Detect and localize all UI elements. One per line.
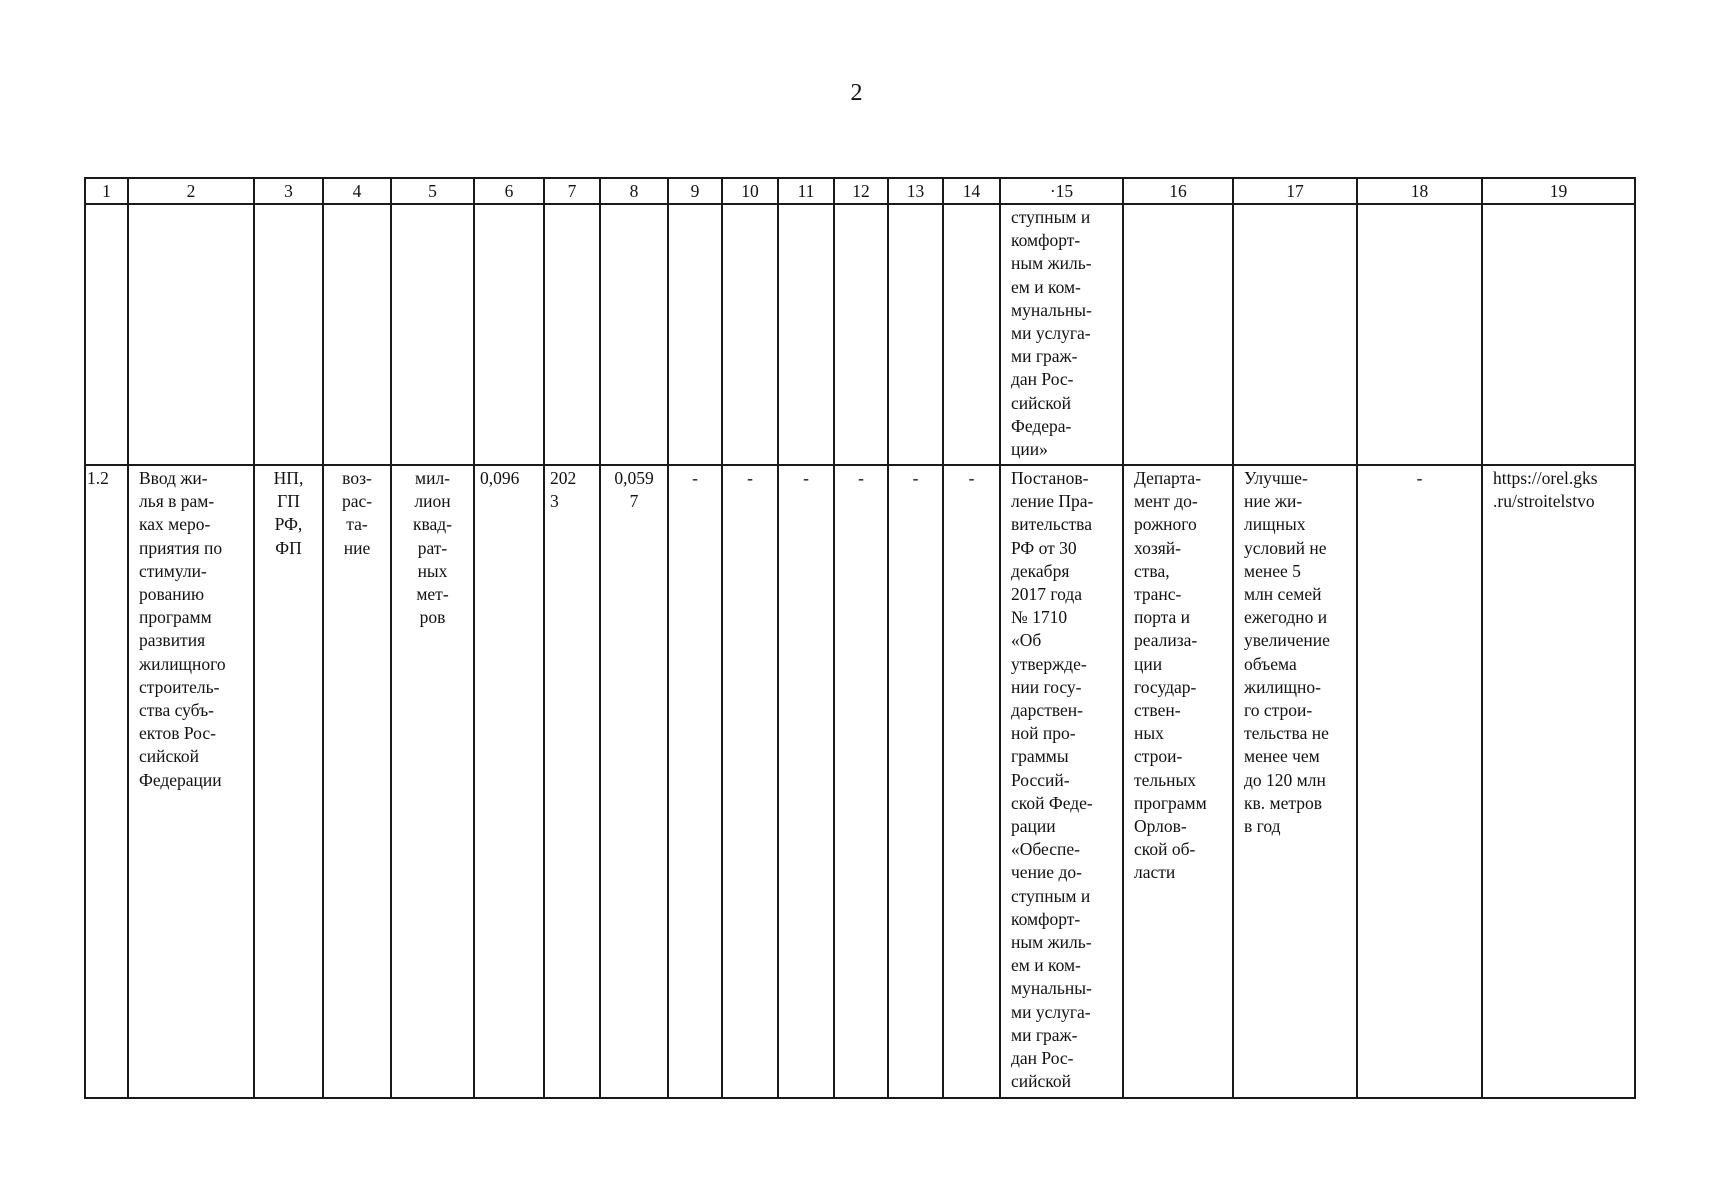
text-line: лья в рам- [139,491,215,512]
cell-dash: - [943,465,1000,1098]
text-line: Федерации [139,769,222,790]
text-line: Орлов- [1134,816,1187,837]
cell-empty [1233,204,1357,465]
cell-base-value: 0,096 [474,465,544,1098]
text-line: 202 [550,468,577,488]
text-line: ступным и [1011,885,1091,906]
text-line: рованию [139,584,205,605]
text-line: мунальны- [1011,978,1092,999]
cell-empty [722,204,778,465]
text-line: ми услуга- [1011,323,1091,344]
text-line: Улучше- [1244,468,1308,488]
cell-base-year [544,465,600,1098]
text-line: ствен- [1134,700,1181,721]
cell-value-2024 [600,465,668,1098]
col-header-3: 3 [254,178,323,204]
text-line: Департа- [1134,468,1202,488]
col-header-12: 12 [834,178,888,204]
text-line: ежегодно и [1244,607,1328,628]
cell-empty [600,204,668,465]
text-line: ным жиль- [1011,253,1092,274]
text-line: ках меро- [139,514,211,535]
text-line: 0,059 [614,468,654,488]
text-line: комфорт- [1011,908,1081,929]
cell-row-number: 1.2 [85,465,128,1098]
column-number-row [85,178,1635,204]
text-line: ных [417,560,448,581]
cell-unit [391,465,474,1098]
text-line: ступным и [1011,207,1091,227]
col-header-16: 16 [1123,178,1233,204]
text-line: декабря [1011,560,1070,581]
text-line: Россий- [1011,769,1070,790]
text-line: ние жи- [1244,491,1303,512]
text-line: 7 [629,491,639,512]
cell-empty [254,204,323,465]
page-number: 2 [850,80,863,106]
text-line: дан Рос- [1011,369,1074,390]
col-header-6: 6 [474,178,544,204]
cell-empty [391,204,474,465]
text-line: Ввод жи- [139,468,208,488]
col-header-1: 1 [85,178,128,204]
cell-dash: - [778,465,834,1098]
cell-dash: - [888,465,943,1098]
text-line: ной про- [1011,723,1076,744]
text-line: хозяй- [1134,537,1181,558]
col-header-18: 18 [1357,178,1482,204]
text-line: ства, [1134,560,1170,581]
col-header-15: ·15 [1000,178,1123,204]
col-header-2: 2 [128,178,254,204]
text-line: сийской [1011,1071,1071,1092]
text-line: комфорт- [1011,230,1081,251]
col-header-13: 13 [888,178,943,204]
cell-empty [323,204,391,465]
cell-empty [474,204,544,465]
cell-empty [1482,204,1635,465]
text-line: жилищно- [1244,676,1321,697]
text-line: ции» [1011,439,1048,460]
text-line: мет- [416,584,449,605]
text-line: рат- [417,537,448,558]
cell-empty [888,204,943,465]
cell-expected-result [1233,465,1357,1098]
continuation-row [85,204,1635,465]
cell-dash: - [1357,465,1482,1098]
col-header-19: 19 [1482,178,1635,204]
text-line: ства субъ- [139,700,214,721]
cell-dash: - [668,465,722,1098]
text-line: жилищного [139,653,226,674]
text-line: транс- [1134,584,1182,605]
col-header-10: 10 [722,178,778,204]
cell-empty [544,204,600,465]
col-header-17: 17 [1233,178,1357,204]
text-line: квад- [412,514,453,535]
text-line: ектов Рос- [139,723,216,744]
text-line: нии госу- [1011,676,1082,697]
text-line: дан Рос- [1011,1048,1074,1069]
text-line: ской об- [1134,839,1196,860]
source-link-line[interactable]: .ru/stroitelstvo [1493,491,1595,512]
text-line: РФ от 30 [1011,537,1077,558]
text-line: НП, [273,468,304,488]
text-line: Федера- [1011,415,1072,436]
text-line: мил- [415,468,450,488]
text-line: в год [1244,816,1281,837]
text-line: дарствен- [1011,700,1083,721]
col-header-8: 8 [600,178,668,204]
text-line: чение до- [1011,862,1082,883]
text-line: государ- [1134,676,1197,697]
text-line: строитель- [139,676,220,697]
col-header-4: 4 [323,178,391,204]
cell-empty [778,204,834,465]
text-line: ров [419,607,446,628]
text-line: реализа- [1134,630,1198,651]
text-line: рации [1011,816,1056,837]
source-link-line[interactable]: https://orel.gks [1493,468,1598,488]
text-line: ми граж- [1011,346,1078,367]
text-line: увеличение [1244,630,1330,651]
cell-empty [943,204,1000,465]
text-line: ми граж- [1011,1024,1078,1045]
col-header-14: 14 [943,178,1000,204]
text-line: ление Пра- [1011,491,1094,512]
text-line: кв. метров [1244,792,1322,813]
cell-program-type [254,465,323,1098]
text-line: утвержде- [1011,653,1087,674]
cell-dash: - [722,465,778,1098]
text-line: Постанов- [1011,468,1089,488]
text-line: развития [139,630,206,651]
cell-empty [85,204,128,465]
text-line: рожного [1134,514,1197,535]
text-line: го строи- [1244,700,1313,721]
col-header-11: 11 [778,178,834,204]
cell-empty [834,204,888,465]
text-line: «Обеспе- [1011,839,1080,860]
text-line: приятия по [139,537,223,558]
text-line: ми услуга- [1011,1001,1091,1022]
text-line: сийской [1011,392,1071,413]
text-line: до 120 млн [1244,769,1326,790]
cell-source-link[interactable] [1482,465,1635,1098]
col-header-7: 7 [544,178,600,204]
text-line: лищных [1244,514,1306,535]
text-line: ем и ком- [1011,955,1081,976]
text-line: порта и [1134,607,1191,628]
cell-empty [668,204,722,465]
cell-legal-basis [1000,465,1123,1098]
text-line: мунальны- [1011,299,1092,320]
cell-empty [128,204,254,465]
text-line: ным жиль- [1011,932,1092,953]
text-line: объема [1244,653,1297,674]
cell-empty [1357,204,1482,465]
text-line: № 1710 [1011,607,1068,628]
text-line: мент до- [1134,491,1198,512]
text-line: ласти [1134,862,1176,883]
text-line: менее чем [1244,746,1320,767]
text-line: сийской [139,746,199,767]
text-line: ных [1134,723,1164,744]
text-line: 3 [550,491,559,512]
text-line: ской Феде- [1011,792,1093,813]
text-line: та- [346,514,368,535]
text-line: программ [139,607,212,628]
text-line: 2017 года [1011,584,1083,605]
text-line: воз- [342,468,372,488]
text-line: менее 5 [1244,560,1301,581]
text-line: ГП [277,491,300,512]
text-line: ние [343,537,371,558]
text-line: программ [1134,792,1207,813]
text-line: вительства [1011,514,1092,535]
text-line: ции [1134,653,1163,674]
text-line: рас- [341,491,373,512]
cell-empty [1123,204,1233,465]
text-line: условий не [1244,537,1327,558]
cell-dynamics [323,465,391,1098]
cell-activity-name [128,465,254,1098]
text-line: строи- [1134,746,1183,767]
cell-legal-basis-continued [1000,204,1123,465]
text-line: ем и ком- [1011,276,1081,297]
cell-dash: - [834,465,888,1098]
col-header-9: 9 [668,178,722,204]
table-row-1-2 [85,465,1635,1098]
cell-responsible-body [1123,465,1233,1098]
text-line: РФ, [274,514,303,535]
text-line: стимули- [139,560,207,581]
program-activities-table [84,177,1636,1099]
text-line: граммы [1011,746,1069,767]
col-header-5: 5 [391,178,474,204]
text-line: тельных [1134,769,1197,790]
text-line: тельства не [1244,723,1329,744]
text-line: млн семей [1244,584,1322,605]
text-line: лион [414,491,451,512]
text-line: «Об [1011,630,1042,651]
text-line: ФП [275,537,302,558]
